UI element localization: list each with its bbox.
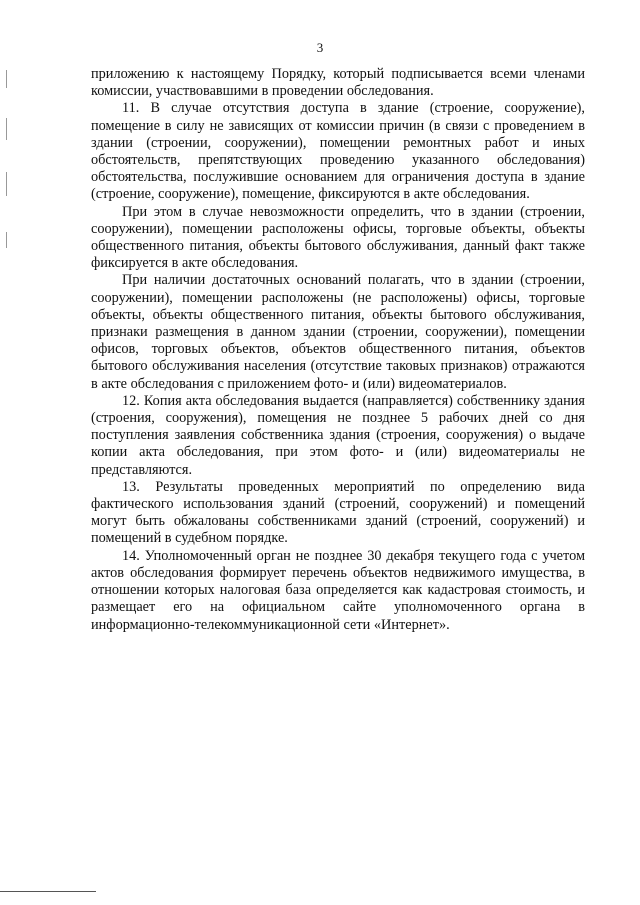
- footer-rule: [0, 891, 96, 892]
- paragraph-item-11: 11. В случае отсутствия доступа в здание (строение, сооружение), помещение в силу не зависящих от комиссии причин (в связи с проведением в здании (строении, сооружении), помещении ремонтных работ и иных обстоятельств, препятствующих проведению указанного обследования) обстоятельства, послужившие основанием для ограничения доступа в здание (строение, сооружение), помещение, фиксируются в акте обследования.: [91, 100, 585, 203]
- scan-margin-mark: [6, 70, 7, 88]
- scan-margin-mark: [6, 232, 7, 248]
- paragraph-item-12: 12. Копия акта обследования выдается (направляется) собственнику здания (строения, сооружения), помещения не позднее 5 рабочих дней со дня поступления заявления собственника здания (строения, сооружения) о выдаче копии акта обследования, при этом фото- и (или) видеоматериалы не представляются.: [91, 392, 585, 478]
- document-body: [91, 66, 585, 634]
- scan-margin-mark: [6, 118, 7, 140]
- paragraph-item-11-note-1: При этом в случае невозможности определить, что в здании (строении, сооружении), помещении расположены офисы, торговые объекты, объекты общественного питания, объекты бытового обслуживания, данный факт также фиксируется в акте обследования.: [91, 203, 585, 272]
- paragraph-item-14: 14. Уполномоченный орган не позднее 30 декабря текущего года с учетом актов обследования формирует перечень объектов недвижимого имущества, в отношении которых налоговая база определяется как кадастровая стоимость, и размещает его на официальном сайте уполномоченного органа в информационно-телекоммуникационной сети «Интернет».: [91, 547, 585, 633]
- paragraph-item-11-note-2: При наличии достаточных оснований полагать, что в здании (строении, сооружении), помещении расположены (не расположены) офисы, торговые объекты, объекты общественного питания, объекты бытового обслуживания, признаки размещения в данном здании (строении, сооружении), помещении офисов, торговых объектов, объектов общественного питания, объектов бытового обслуживания населения (отсутствие таковых признаков) отражаются в акте обследования с приложением фото- и (или) видеоматериалов.: [91, 272, 585, 392]
- page-number: 3: [316, 40, 324, 55]
- paragraph-item-13: 13. Результаты проведенных мероприятий по определению вида фактического использования зданий (строений, сооружений) и помещений могут быть обжалованы собственниками зданий (строений, сооружений) и помещений в судебном порядке.: [91, 478, 585, 547]
- scan-margin-mark: [6, 172, 7, 196]
- paragraph-continuation: приложению к настоящему Порядку, который подписывается всеми членами комиссии, участвовавшими в проведении обследования.: [91, 66, 585, 100]
